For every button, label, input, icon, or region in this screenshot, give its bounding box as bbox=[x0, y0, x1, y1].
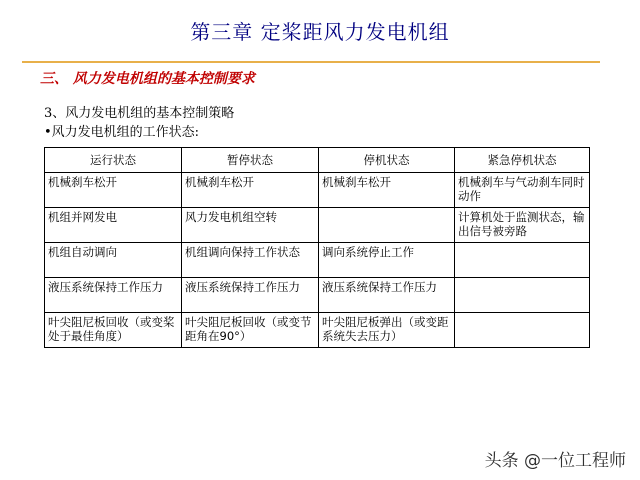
header-stop: 停机状态 bbox=[319, 148, 455, 173]
header-pause: 暂停状态 bbox=[182, 148, 319, 173]
table-cell: 风力发电机组空转 bbox=[182, 208, 319, 243]
table-cell: 液压系统保持工作压力 bbox=[45, 278, 182, 313]
title-bar bbox=[0, 0, 640, 62]
table-row bbox=[45, 173, 590, 208]
watermark: 头条 @一位工程师 bbox=[484, 451, 626, 471]
subheading: 3、风力发电机组的基本控制策略 bbox=[44, 106, 235, 121]
table-cell bbox=[455, 313, 590, 348]
slide-title: 第三章 定桨距风力发电机组 bbox=[190, 20, 450, 44]
table-cell: 叶尖阻尼板弹出（或变距系统失去压力） bbox=[319, 313, 455, 348]
table-cell: 机械刹车松开 bbox=[182, 173, 319, 208]
table-cell: 叶尖阻尼板回收（或变节距角在90°） bbox=[182, 313, 319, 348]
bullet-text: •风力发电机组的工作状态: bbox=[44, 125, 200, 140]
section-heading: 三、 风力发电机组的基本控制要求 bbox=[40, 71, 255, 87]
header-running: 运行状态 bbox=[45, 148, 182, 173]
status-table bbox=[44, 147, 590, 348]
table-row bbox=[45, 208, 590, 243]
table-cell bbox=[455, 278, 590, 313]
table-cell: 液压系统保持工作压力 bbox=[319, 278, 455, 313]
table-row bbox=[45, 243, 590, 278]
header-emergency-stop: 紧急停机状态 bbox=[455, 148, 590, 173]
table-header-row bbox=[45, 148, 590, 173]
table-cell: 机组自动调向 bbox=[45, 243, 182, 278]
table-cell: 调向系统停止工作 bbox=[319, 243, 455, 278]
table-cell: 机械刹车松开 bbox=[319, 173, 455, 208]
table-cell: 机械刹车与气动刹车同时动作 bbox=[455, 173, 590, 208]
table-cell: 机组调向保持工作状态 bbox=[182, 243, 319, 278]
table-cell bbox=[455, 243, 590, 278]
table-cell: 计算机处于监测状态，输出信号被旁路 bbox=[455, 208, 590, 243]
table-cell: 机械刹车松开 bbox=[45, 173, 182, 208]
table-cell: 叶尖阻尼板回收（或变桨处于最佳角度） bbox=[45, 313, 182, 348]
title-divider bbox=[22, 61, 600, 63]
table-row bbox=[45, 313, 590, 348]
table-row bbox=[45, 278, 590, 313]
table-cell: 液压系统保持工作压力 bbox=[182, 278, 319, 313]
table-cell: 机组并网发电 bbox=[45, 208, 182, 243]
table-cell bbox=[319, 208, 455, 243]
